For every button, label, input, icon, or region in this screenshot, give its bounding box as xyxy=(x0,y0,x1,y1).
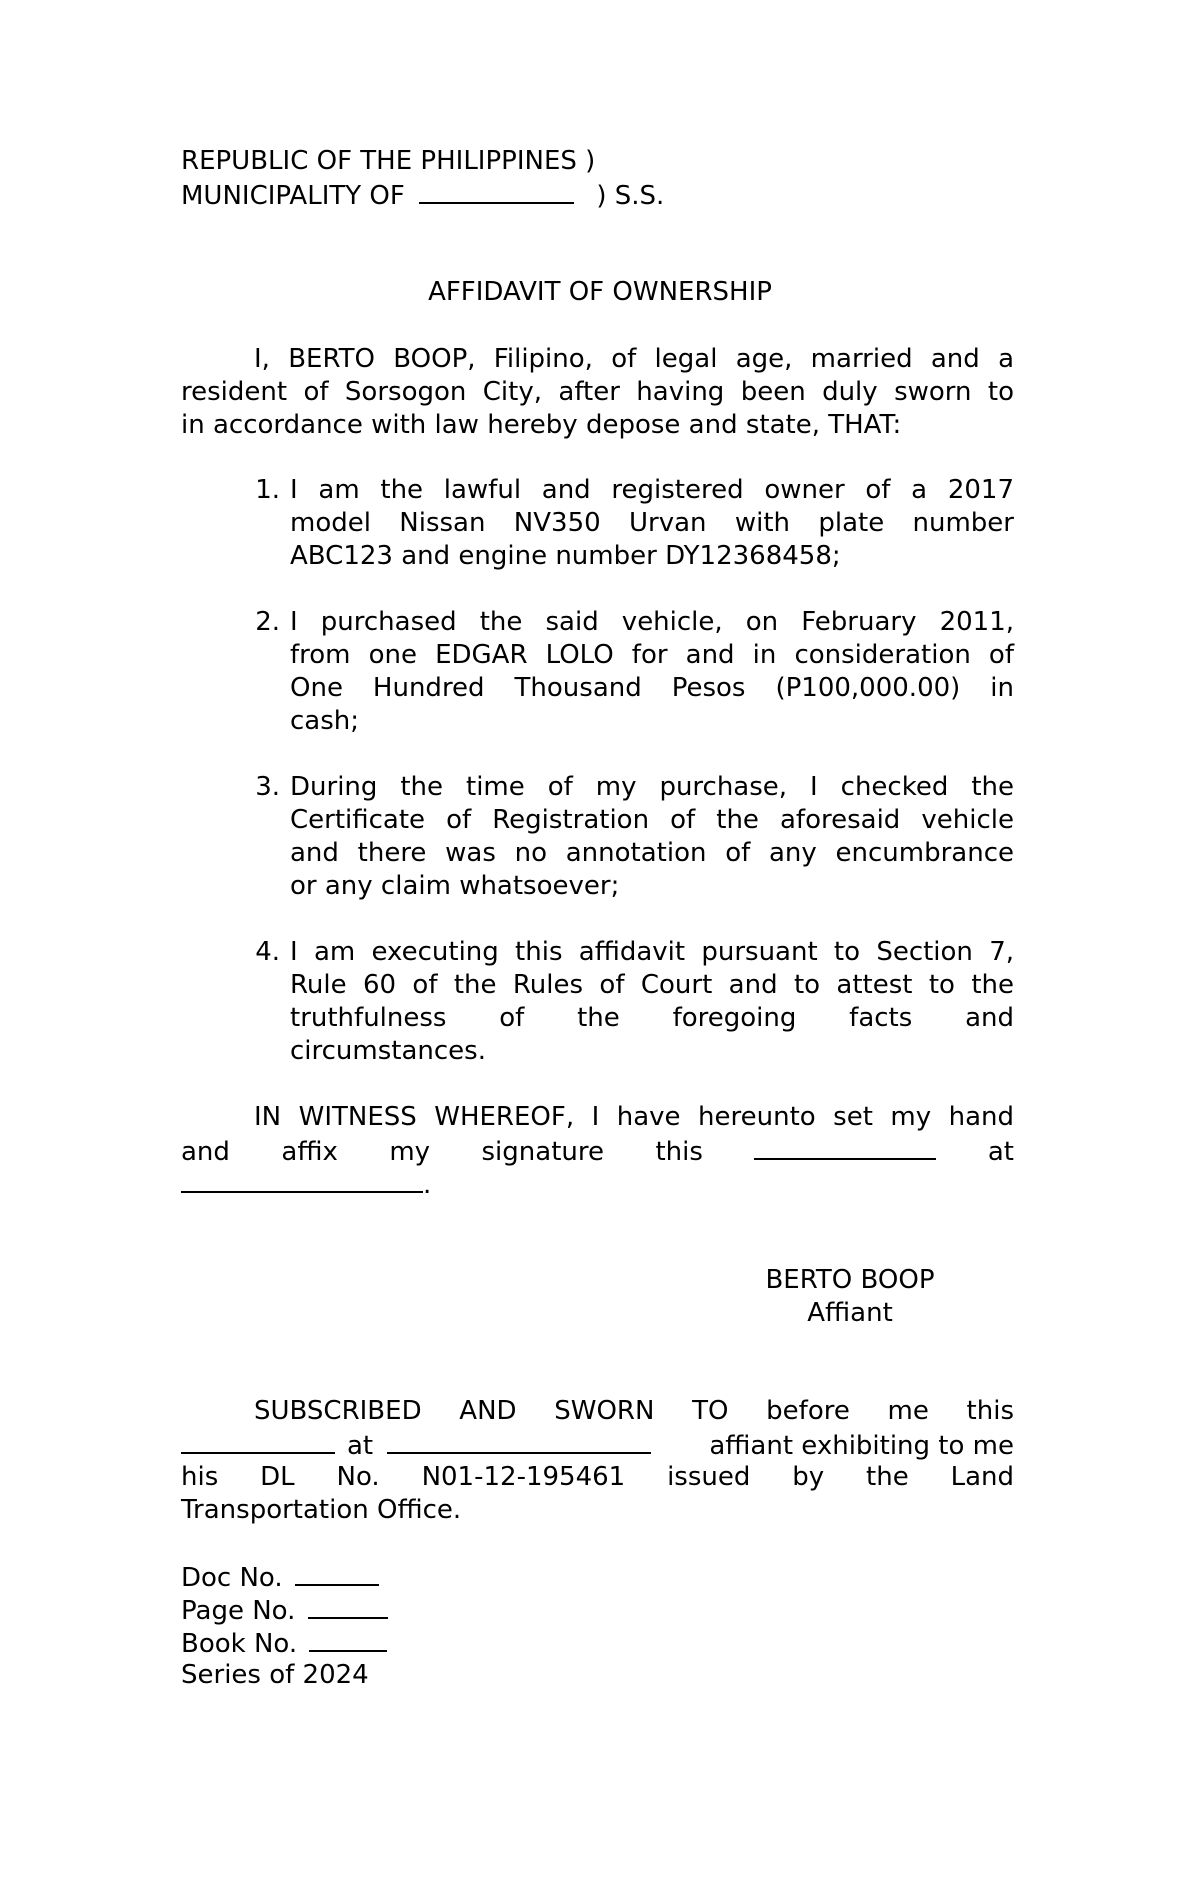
series-line: Series of 2024 xyxy=(181,1660,369,1690)
item-4-line-3: truthfulness of the foregoing facts and xyxy=(290,1003,1014,1033)
item-1-number: 1. xyxy=(255,475,280,505)
witness-word: this xyxy=(655,1137,703,1167)
item-4-number: 4. xyxy=(255,937,280,967)
item-4-line-4: circumstances. xyxy=(290,1036,486,1066)
item-4-line-2: Rule 60 of the Rules of Court and to attest to the xyxy=(290,970,1014,1000)
item-3-line-3: and there was no annotation of any encumbrance xyxy=(290,838,1014,868)
item-2-number: 2. xyxy=(255,607,280,637)
jurat-line-1: SUBSCRIBED AND SWORN TO before me this xyxy=(254,1396,1014,1426)
witness-date-blank[interactable] xyxy=(754,1134,936,1160)
item-3-line-2: Certificate of Registration of the aforesaid vehicle xyxy=(290,805,1014,835)
document-title: AFFIDAVIT OF OWNERSHIP xyxy=(428,277,772,307)
item-2-line-1: I purchased the said vehicle, on February 2011, xyxy=(290,607,1014,637)
affiant-label: Affiant xyxy=(807,1298,893,1328)
affiant-name: BERTO BOOP xyxy=(765,1265,935,1295)
item-4-line-1: I am executing this affidavit pursuant to Section 7, xyxy=(290,937,1014,967)
jurat-line-3: his DL No. N01-12-195461 issued by the Land xyxy=(181,1462,1014,1492)
page-no-label: Page No. xyxy=(181,1596,296,1626)
witness-at: at xyxy=(987,1137,1014,1167)
item-2-line-2: from one EDGAR LOLO for and in consideration of xyxy=(290,640,1014,670)
intro-line-3: in accordance with law hereby depose and state, THAT: xyxy=(181,410,902,440)
jurat-date-blank[interactable] xyxy=(181,1428,335,1454)
page-no-blank[interactable] xyxy=(308,1593,388,1619)
item-3-line-1: During the time of my purchase, I checked the xyxy=(290,772,1014,802)
item-3-number: 3. xyxy=(255,772,280,802)
witness-period: . xyxy=(423,1170,432,1200)
page-no-line xyxy=(181,1593,388,1628)
item-2-line-3: One Hundred Thousand Pesos (P100,000.00) in xyxy=(290,673,1014,703)
item-1-line-1: I am the lawful and registered owner of a 2017 xyxy=(290,475,1014,505)
witness-word: affix xyxy=(281,1137,338,1167)
intro-line-1: I, BERTO BOOP, Filipino, of legal age, married and a xyxy=(254,344,1014,374)
jurat-affiant-exhibiting: affiant exhibiting to me xyxy=(709,1431,1014,1461)
caption-ss: ) S.S. xyxy=(596,181,665,211)
caption-republic: REPUBLIC OF THE PHILIPPINES ) xyxy=(181,146,596,176)
witness-place-blank[interactable] xyxy=(181,1167,423,1193)
jurat-line-2 xyxy=(181,1428,1014,1463)
book-no-label: Book No. xyxy=(181,1629,298,1659)
witness-word: and xyxy=(181,1137,230,1167)
witness-word: signature xyxy=(481,1137,604,1167)
municipality-blank[interactable] xyxy=(419,178,574,204)
witness-line-3 xyxy=(181,1167,431,1202)
witness-line-2 xyxy=(181,1134,1014,1169)
caption-municipality-label: MUNICIPALITY OF xyxy=(181,181,405,211)
doc-no-line xyxy=(181,1560,379,1595)
doc-no-blank[interactable] xyxy=(295,1560,379,1586)
witness-word: my xyxy=(389,1137,431,1167)
item-3-line-4: or any claim whatsoever; xyxy=(290,871,620,901)
book-no-line xyxy=(181,1626,387,1661)
jurat-line-4: Transportation Office. xyxy=(181,1495,462,1525)
doc-no-label: Doc No. xyxy=(181,1563,283,1593)
item-1-line-3: ABC123 and engine number DY12368458; xyxy=(290,541,841,571)
caption-municipality xyxy=(181,178,664,213)
item-1-line-2: model Nissan NV350 Urvan with plate number xyxy=(290,508,1014,538)
jurat-place-blank[interactable] xyxy=(387,1428,651,1454)
item-2-line-4: cash; xyxy=(290,706,360,736)
jurat-at: at xyxy=(347,1431,374,1461)
intro-line-2: resident of Sorsogon City, after having been duly sworn to xyxy=(181,377,1014,407)
book-no-blank[interactable] xyxy=(309,1626,387,1652)
witness-line-1: IN WITNESS WHEREOF, I have hereunto set my hand xyxy=(254,1102,1014,1132)
